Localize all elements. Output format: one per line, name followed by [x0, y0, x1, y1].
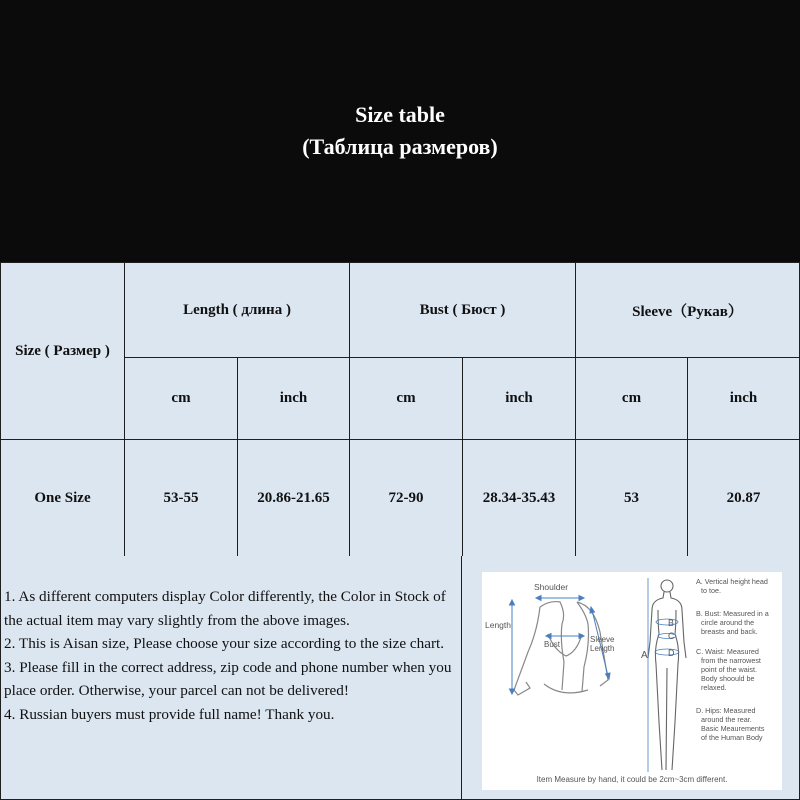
legend-d	[696, 706, 765, 742]
svg-text:Body shoould be: Body shoould be	[701, 674, 755, 683]
svg-text:to toe.: to toe.	[701, 586, 721, 595]
unit-cell-length-cm: cm	[124, 357, 238, 440]
svg-text:A. Vertical height head: A. Vertical height head	[696, 577, 768, 586]
bust-dimension	[546, 634, 584, 639]
sleeve-label-line1: Sleeve	[590, 635, 615, 644]
note-item: 3. Please fill in the correct address, zip code and phone number when you place order. Otherwise, your parcel can not be delivered!	[4, 658, 452, 700]
note-item: 1. As different computers display Color differently, the Color in Stock of the actual item may vary slightly from the above images.	[4, 588, 446, 629]
diagram-cell	[462, 556, 800, 800]
figure-letter-a: A	[641, 650, 648, 661]
unit-cell-sleeve-inch: inch	[687, 357, 800, 440]
figure-letter-c: C	[668, 631, 675, 641]
svg-text:point of the waist.: point of the waist.	[701, 665, 757, 674]
diagram-footer: Item Measure by hand, it could be 2cm~3cm different.	[536, 775, 728, 784]
note-item: 4. Russian buyers must provide full name! Thank you.	[4, 705, 335, 723]
svg-text:circle around the: circle around the	[701, 618, 755, 627]
length-inch-value: 20.86-21.65	[237, 439, 350, 557]
unit-cell-sleeve-cm: cm	[575, 357, 688, 440]
bust-inch-value: 28.34-35.43	[462, 439, 576, 557]
size-value-cell: One Size	[0, 439, 125, 557]
svg-text:Basic Meaurements: Basic Meaurements	[701, 724, 765, 733]
length-label: Length	[485, 620, 511, 630]
legend-a	[696, 577, 768, 595]
human-figure	[648, 580, 686, 770]
shoulder-label: Shoulder	[534, 582, 569, 592]
length-dimension	[510, 600, 515, 694]
sleeve-header-cell: Sleeve（Рукав）	[575, 262, 800, 358]
note-item: 2. This is Aisan size, Please choose your size according to the size chart.	[4, 635, 445, 653]
unit-cell-bust-cm: cm	[349, 357, 463, 440]
svg-text:of the Human Body: of the Human Body	[701, 733, 763, 742]
svg-text:C. Waist: Measured: C. Waist: Measured	[696, 647, 759, 656]
bust-cm-value: 72-90	[349, 439, 463, 557]
figure-letter-d: D	[668, 648, 675, 658]
sleeve-label-line2: Length	[590, 644, 615, 653]
bust-header-cell: Bust ( Бюст )	[349, 262, 576, 358]
figure-letter-b: B	[668, 618, 675, 628]
legend-b	[696, 609, 769, 636]
length-header-cell: Length ( длина )	[124, 262, 350, 358]
svg-text:B. Bust: Measured in a: B. Bust: Measured in a	[696, 609, 769, 618]
svg-text:breasts and back.: breasts and back.	[701, 627, 758, 636]
header-banner	[0, 0, 800, 262]
unit-cell-length-inch: inch	[237, 357, 350, 440]
page-subtitle: (Таблица размеров)	[302, 134, 498, 159]
page-title: Size table	[355, 102, 445, 127]
svg-text:relaxed.: relaxed.	[701, 683, 727, 692]
legend-c	[696, 647, 761, 692]
notes-panel	[0, 556, 462, 800]
unit-cell-bust-inch: inch	[462, 357, 576, 440]
svg-text:around the rear.: around the rear.	[701, 715, 752, 724]
length-cm-value: 53-55	[124, 439, 238, 557]
measurement-diagram	[482, 572, 782, 790]
diagram-svg	[482, 572, 782, 790]
shoulder-dimension	[536, 596, 584, 601]
figure-measure-lines	[655, 619, 679, 655]
sleeve-cm-value: 53	[575, 439, 688, 557]
svg-text:from the narrowest: from the narrowest	[701, 656, 761, 665]
size-header-cell: Size ( Размер )	[0, 262, 125, 440]
svg-text:D. Hips: Measured: D. Hips: Measured	[696, 706, 756, 715]
sleeve-inch-value: 20.87	[687, 439, 800, 557]
bust-label: Bust	[544, 640, 561, 649]
